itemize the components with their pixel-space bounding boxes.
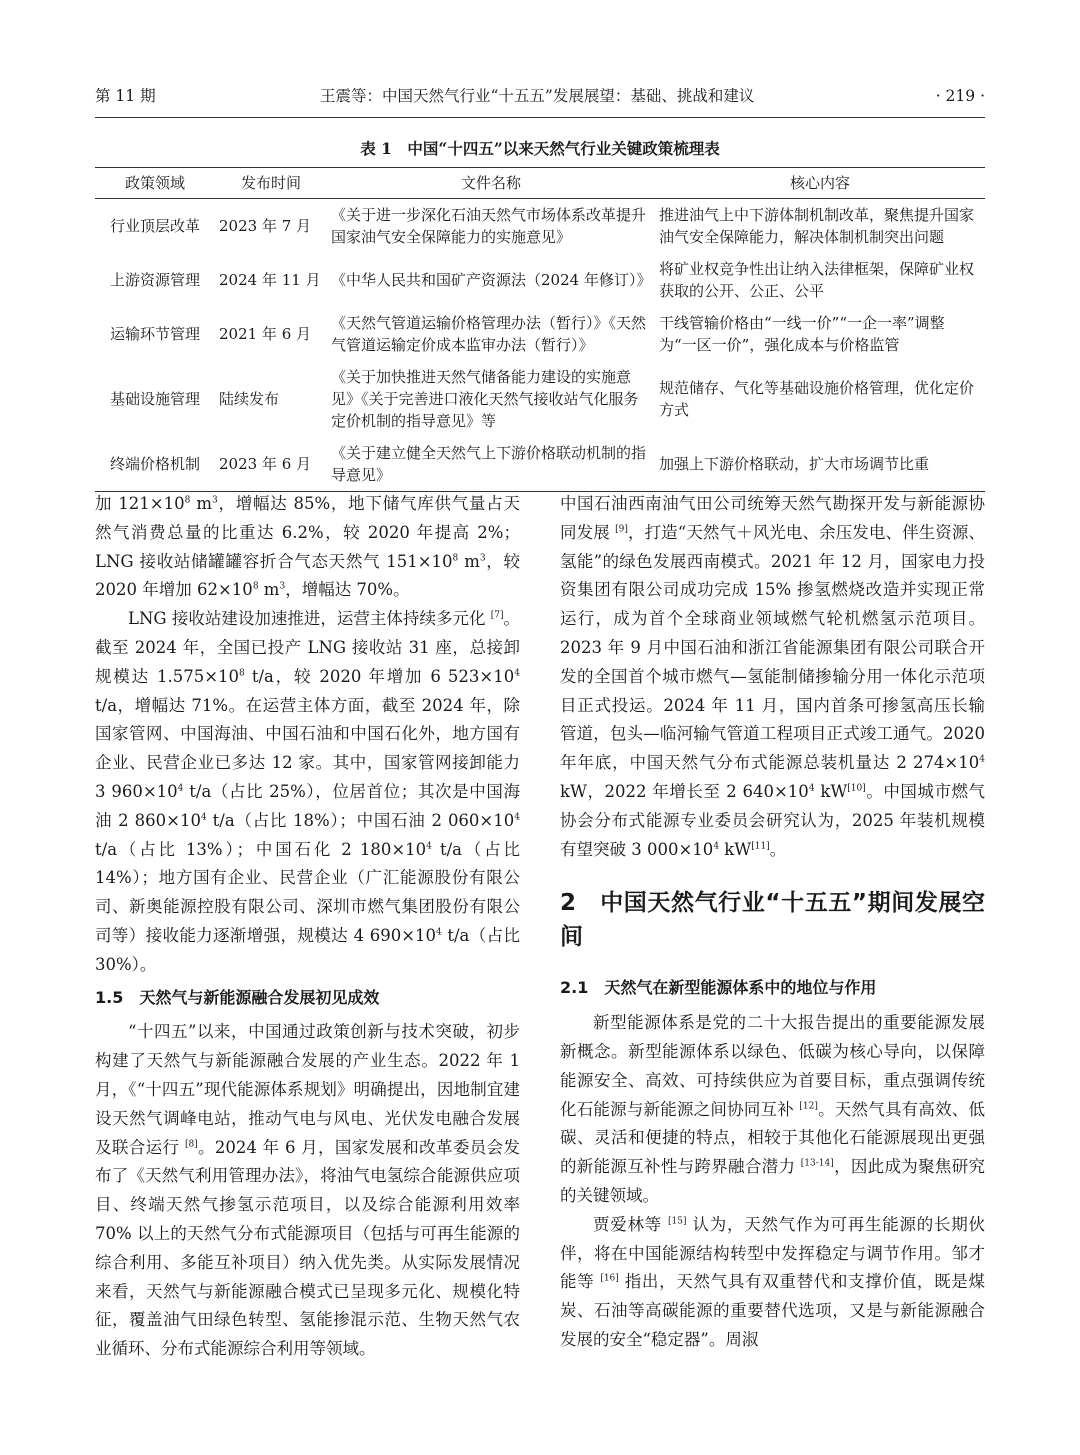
text-run: 中国石油西南油气田公司统筹天然气勘探开发与新能源协同发展 (560, 494, 985, 542)
running-title: 王震等：中国天然气行业“十五五”发展展望：基础、挑战和建议 (320, 87, 755, 105)
text-run: t/a（占比 13%）；中国石化 2 180×10 (95, 839, 427, 859)
text-run: 认为，天然气作为可再生能源的长期伙伴，将在中国能源结构转型中发挥稳定与调节作用。邹才能等 (560, 1214, 985, 1292)
superscript: [9] (615, 524, 628, 535)
header-rule (95, 117, 985, 118)
text-run: kW (814, 781, 848, 801)
superscript: 4 (979, 754, 985, 765)
paragraph (560, 1211, 985, 1355)
release-date: 2023 年 7 月 (219, 217, 312, 235)
superscript: 4 (514, 668, 520, 679)
policy-table (95, 167, 985, 492)
text-run: t/a，较 2020 年增加 6 523×10 (244, 666, 515, 686)
text-run: ，增幅达 85%，地下储气库供气量占天然气消费总量的比重达 6.2%，较 2020 年提高 2%；LNG 接收站储罐罐容折合气态天然气 151×10 (95, 494, 520, 571)
superscript: [13-14] (800, 1158, 834, 1169)
superscript: 4 (436, 927, 442, 938)
superscript: 4 (200, 812, 207, 823)
section-heading-2: 2 中国天然气行业“十五五”期间发展空间 (560, 890, 985, 951)
superscript: [16] (600, 1273, 619, 1284)
text-run: kW (719, 839, 752, 859)
table-caption: 表 1 中国“十四五”以来天然气行业关键政策梳理表 (360, 139, 720, 158)
paragraph (95, 605, 520, 979)
text-run: 指出，天然气具有双重替代和支撑价值，既是煤炭、石油等高碳能源的重要替代选项，又是与新能源融合发展的安全“稳定器”。周淑 (560, 1272, 985, 1349)
superscript: 4 (808, 783, 815, 794)
release-date: 陆续发布 (219, 390, 280, 408)
policy-area: 上游资源管理 (109, 271, 200, 289)
core-content: 加强上下游价格联动，扩大市场调节比重 (655, 437, 985, 492)
release-date: 2021 年 6 月 (219, 325, 312, 343)
section-heading-2-1: 2.1 天然气在新型能源体系中的地位与作用 (560, 978, 877, 998)
superscript: [11] (751, 841, 770, 852)
policy-area: 基础设施管理 (109, 390, 200, 408)
core-content: 推进油气上中下游体制机制改革，聚焦提升国家油气安全保障能力，解决体制机制突出问题 (659, 206, 975, 246)
superscript: [7] (490, 610, 504, 621)
superscript: 8 (452, 553, 459, 564)
policy-area: 行业顶层改革 (109, 217, 200, 235)
text-run: t/a，增幅达 71%。在运营主体方面，截至 2024 年，除国家管网、中国海油、中国石油和中国石化外，地方国有企业、民营企业已多达 12 家。其中，国家管网接卸能力 3 960×10 (95, 695, 520, 801)
text-run: kW，2022 年增长至 2 640×10 (560, 781, 809, 801)
superscript: [8] (184, 1139, 198, 1150)
superscript: 8 (239, 668, 245, 679)
superscript: 4 (713, 841, 720, 852)
text-run: 。截至 2024 年，全国已投产 LNG 接收站 31 座，总接卸规模达 1.575×10 (95, 609, 520, 686)
table-row (95, 253, 985, 307)
document-name: 《关于进一步深化石油天然气市场体系改革提升国家油气安全保障能力的实施意见》 (331, 206, 647, 246)
superscript: [15] (668, 1216, 687, 1227)
table-row (95, 307, 985, 361)
text-run: 。2024 年 6 月，国家发展和改革委员会发布了《天然气利用管理办法》，将油气电氢综合能源供应项目、终端天然气掺氢示范项目，以及综合能源利用效率 70% 以上的天然气分布式能源项目（包括与可再生能源的综合利用、多能互补项目）纳入优先类。从实际发展情况来看，天然气与新能源融合模式已呈现多元化、规模化特征，覆盖油气田绿色转型、氢能掺混示范、生物天然气农业循环、分布式能源综合利用等领域。 (95, 1137, 520, 1359)
text-run: 加 121×10 (95, 494, 185, 513)
text-run: ，因此成为聚焦研究的关键领域。 (560, 1157, 985, 1205)
paragraph (95, 1018, 520, 1364)
paragraph (560, 1009, 985, 1211)
text-run: 。 (769, 839, 787, 859)
table-header-row (95, 168, 985, 199)
superscript: 4 (177, 783, 184, 794)
document-name: 《中华人民共和国矿产资源法（2024 年修订）》 (331, 271, 652, 289)
release-date: 2024 年 11 月 (219, 271, 321, 289)
page-number: · 219 · (935, 87, 985, 105)
text-run: 。天然气具有高效、低碳、灵活和便捷的特点，相较于其他化石能源展现出更强的新能源互补性与跨界融合潜力 (560, 1099, 985, 1177)
superscript: 8 (252, 581, 259, 592)
table-row (95, 361, 985, 437)
document-name: 《天然气管道运输价格管理办法（暂行）》《天然气管道运输定价成本监审办法（暂行）》 (331, 314, 647, 354)
text-run: t/a（占比 14%）；地方国有企业、民营企业（广汇能源股份有限公司、新奥能源控股有限公司、深圳市燃气集团股份有限公司等）接收能力逐渐增强，规模达 4 690×10 (95, 839, 520, 945)
right-column (560, 490, 985, 1355)
superscript: [10] (847, 783, 866, 794)
superscript: 8 (184, 495, 191, 506)
table-header-cell: 政策领域 (95, 168, 215, 199)
table-row (95, 437, 985, 492)
core-content: 干线管输价格由“一线一价”“一企一率”调整为“一区一价”，强化成本与价格监管 (659, 314, 945, 354)
text-run: 贾爱林等 (593, 1214, 668, 1234)
table-header-cell: 文件名称 (327, 168, 655, 199)
text-run: ，打造“天然气＋风光电、余压发电、伴生资源、氢能”的绿色发展西南模式。2021 年 12 月，国家电力投资集团有限公司成功完成 15% 掺氢燃烧改造并实现正常运行，成为首个全球商业领域燃气轮机燃氢示范项目。2023 年 9 月中国石油和浙江省能源集团有限公司联合开发的全国首个城市燃气—氢能制储掺输分用一体化示范项目正式投运。2024 年 11 月，国内首条可掺氢高压长输管道，包头—临河输气管道工程项目正式竣工通气。2020 年年底，中国天然气分布式能源总装机量达 2 274×10 (560, 522, 985, 773)
paragraph (560, 490, 985, 864)
release-date: 2023 年 6 月 (215, 437, 327, 492)
superscript: 3 (211, 495, 218, 506)
text-run: 新型能源体系是党的二十大报告提出的重要能源发展新概念。新型能源体系以绿色、低碳为核心导向，以保障能源安全、高效、可持续供应为首要目标，重点强调传统化石能源与新能源之间协同互补 (560, 1013, 985, 1119)
table-header-cell: 核心内容 (655, 168, 985, 199)
text-run: ，增幅达 70%。 (285, 580, 410, 600)
paragraph (95, 490, 520, 605)
left-column (95, 490, 520, 1364)
text-run: m (458, 551, 480, 571)
superscript: 4 (426, 841, 432, 852)
table-row (95, 199, 985, 254)
table-header-cell: 发布时间 (215, 168, 327, 199)
text-run: m (190, 494, 212, 513)
superscript: 3 (479, 553, 486, 564)
text-run: t/a（占比 18%）；中国石油 2 060×10 (206, 810, 515, 830)
text-run: t/a（占比 25%），位居首位；其次是中国海油 2 860×10 (95, 781, 520, 830)
policy-area: 运输环节管理 (109, 325, 200, 343)
text-run: m (258, 580, 280, 600)
text-run: LNG 接收站建设加速推进，运营主体持续多元化 (128, 609, 491, 629)
superscript: [12] (799, 1101, 818, 1112)
text-run: ，较 2020 年增加 62×10 (95, 551, 520, 600)
core-content: 将矿业权竞争性出让纳入法律框架，保障矿业权获取的公开、公正、公平 (659, 260, 975, 300)
issue-number: 第 11 期 (95, 87, 156, 105)
superscript: 3 (279, 581, 286, 592)
superscript: 4 (514, 812, 520, 823)
policy-area: 终端价格机制 (95, 437, 215, 492)
section-heading-1-5: 1.5 天然气与新能源融合发展初见成效 (95, 987, 380, 1007)
text-run: t/a（占比 30%）。 (95, 925, 520, 974)
document-name: 《关于建立健全天然气上下游价格联动机制的指导意见》 (327, 437, 655, 492)
text-run: “十四五”以来，中国通过政策创新与技术突破，初步构建了天然气与新能源融合发展的产业生态。2022 年 1 月，《“十四五”现代能源体系规划》明确提出，因地制宜建设天然气调峰电站，推动气电与风电、光伏发电融合发展及联合运行 (95, 1022, 520, 1157)
text-run: 。中国城市燃气协会分布式能源专业委员会研究认为，2025 年装机规模有望突破 3 000×10 (560, 781, 986, 859)
document-name: 《关于加快推进天然气储备能力建设的实施意见》《关于完善进口液化天然气接收站气化服务定价机制的指导意见》等 (331, 368, 639, 430)
core-content: 规范储存、气化等基础设施价格管理，优化定价方式 (659, 379, 975, 419)
